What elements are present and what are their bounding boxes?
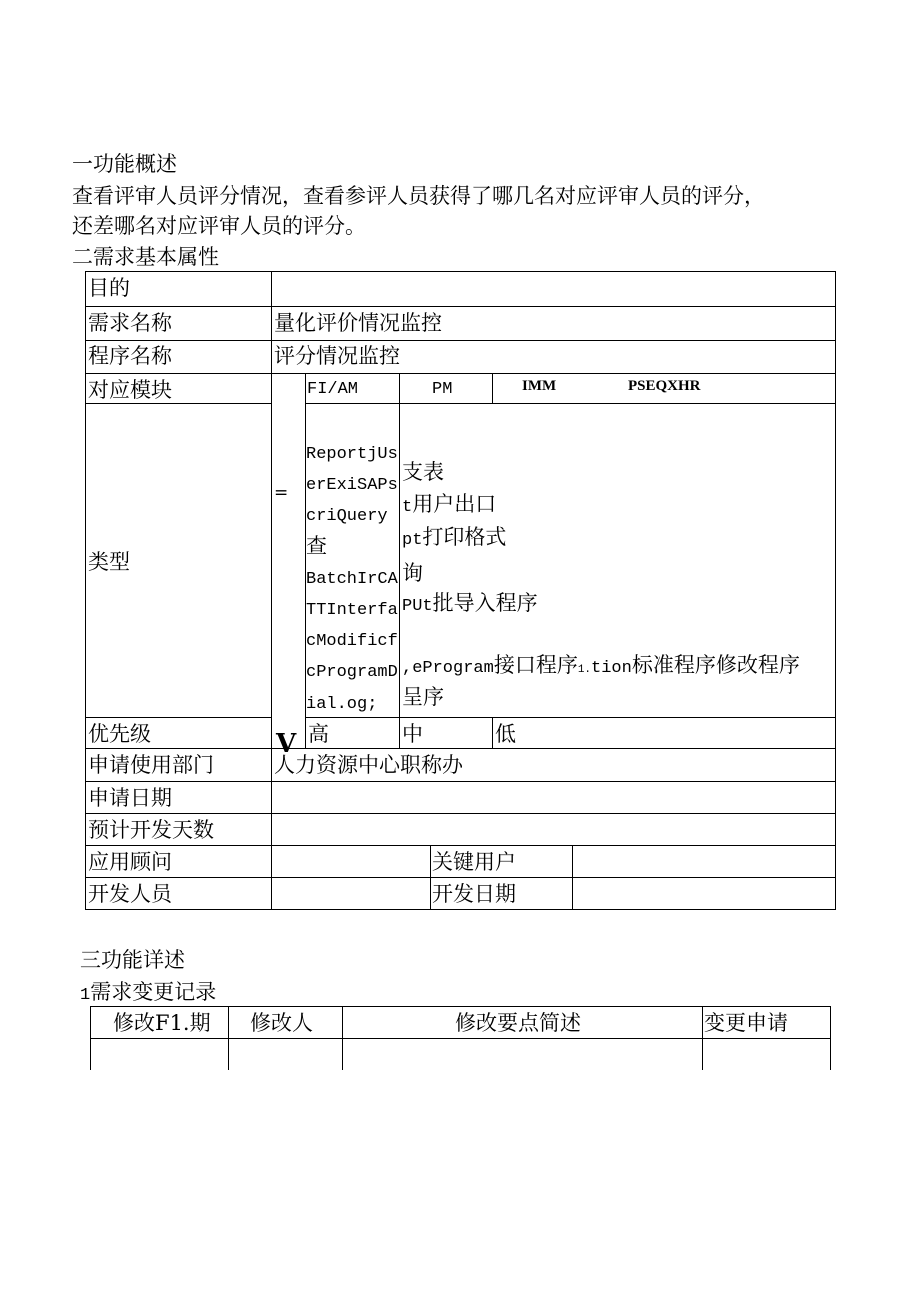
type-left-line8: cProgramD — [306, 663, 398, 682]
priority-label: 优先级 — [88, 722, 151, 746]
type-right-line2: t用户出口 — [402, 492, 497, 517]
priority-low: 低 — [495, 722, 516, 746]
key-user-label: 关键用户 — [432, 850, 516, 874]
developer-label: 开发人员 — [88, 882, 172, 906]
type-right-line6: ,eProgram接口程序1.tion标准程序修改程序 — [402, 653, 800, 678]
section3-subheading: 1需求变更记录 — [80, 980, 217, 1005]
type-left-line7: cModificf — [306, 632, 398, 651]
purpose-label: 目的 — [88, 276, 130, 300]
col-modifier: 修改人 — [250, 1011, 313, 1035]
type-left-line2: erExiSAPs — [306, 476, 398, 495]
section1-paragraph-line1: 查看评审人员评分情况，查看参评人员获得了哪几名对应评审人员的评分， — [72, 184, 765, 208]
type-left-line5: BatchIrCA — [306, 570, 398, 589]
type-right-line4: 询 — [402, 561, 423, 585]
type-left-line3: criQuery — [306, 507, 388, 526]
module-pm: PM — [432, 380, 453, 399]
days-label: 预计开发天数 — [88, 818, 214, 842]
module-pseqxhr: PSEQXHR — [628, 378, 701, 394]
type-left-line9: ial.og; — [306, 695, 378, 714]
module-fi-am: FI/AM — [307, 380, 359, 399]
type-left-line6: TTInterfa — [306, 601, 398, 620]
section1-heading: 一功能概述 — [72, 152, 177, 176]
col-modify-date: 修改F1.期 — [113, 1011, 211, 1035]
section2-heading: 二需求基本属性 — [72, 245, 219, 269]
consultant-label: 应用顾问 — [88, 850, 172, 874]
type-right-line7: 呈序 — [402, 685, 444, 709]
col-change-request: 变更申请 — [704, 1011, 788, 1035]
section1-paragraph-line2: 还差哪名对应评审人员的评分。 — [72, 214, 366, 238]
type-right-line5: PUt批导入程序 — [402, 591, 538, 616]
section3-heading: 三功能详述 — [80, 948, 185, 972]
type-right-line3: pt打印格式 — [402, 525, 507, 550]
col-summary: 修改要点简述 — [455, 1011, 581, 1035]
module-imm: IMM — [522, 378, 557, 394]
prog-name-value: 评分情况监控 — [274, 344, 400, 368]
module-label: 对应模块 — [88, 378, 172, 402]
req-name-label: 需求名称 — [88, 311, 172, 335]
dept-value: 人力资源中心职称办 — [274, 753, 463, 777]
type-label: 类型 — [88, 550, 130, 574]
type-mark: = — [274, 483, 289, 503]
type-left-line1: ReportjUs — [306, 445, 398, 464]
type-left-line4: 查 — [306, 534, 327, 558]
priority-high: 高 — [308, 722, 329, 746]
type-mark-v: V — [276, 729, 297, 759]
priority-medium: 中 — [402, 722, 423, 746]
dev-date-label: 开发日期 — [432, 882, 516, 906]
req-name-value: 量化评价情况监控 — [274, 311, 442, 335]
prog-name-label: 程序名称 — [88, 344, 172, 368]
date-label: 申请日期 — [88, 786, 172, 810]
dept-label: 申请使用部门 — [88, 753, 214, 777]
type-right-line1: 支表 — [402, 460, 444, 484]
